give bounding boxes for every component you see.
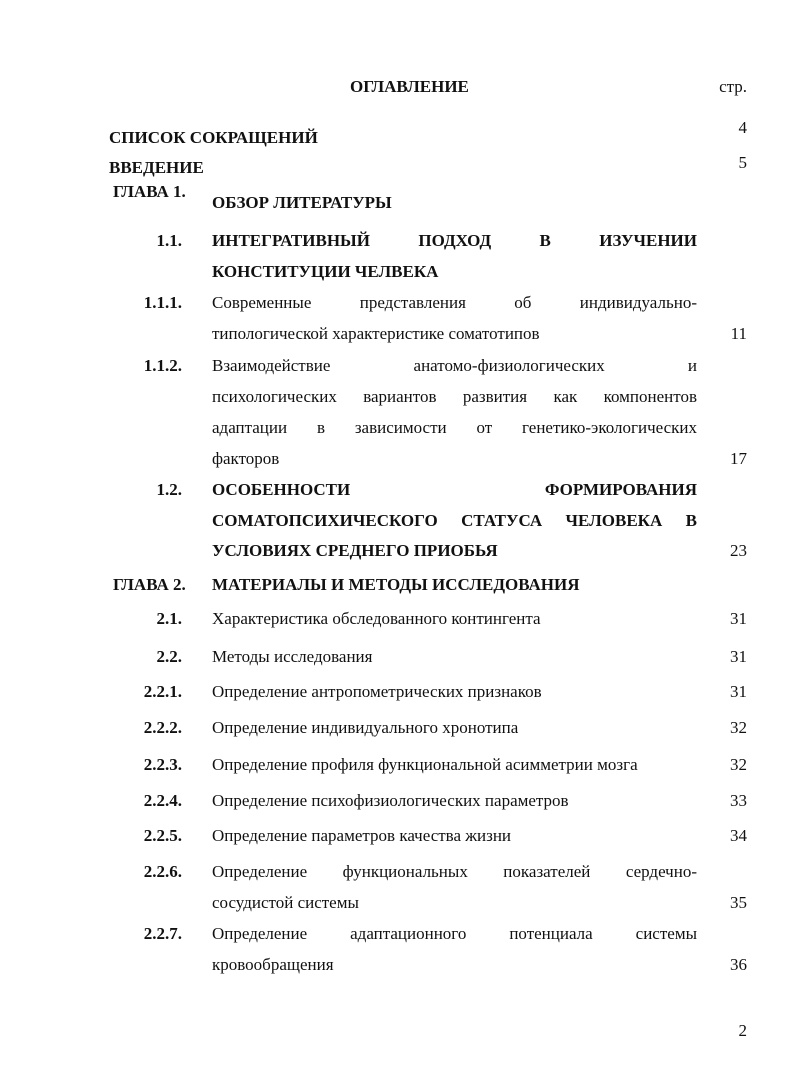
page-number: 2 bbox=[738, 1021, 747, 1040]
section-line: Определение функциональных показателей сердечно- bbox=[212, 862, 697, 881]
section-number: 2.2.1. bbox=[143, 682, 182, 701]
section-line: Определение адаптационного потенциала системы bbox=[212, 924, 697, 943]
toc-title: ОГЛАВЛЕНИЕ bbox=[350, 77, 469, 96]
section-number: 2.2.4. bbox=[143, 791, 182, 810]
section-number: 1.1.2. bbox=[143, 356, 182, 375]
entry-page: 31 bbox=[730, 682, 747, 701]
chapter-title: ОБЗОР ЛИТЕРАТУРЫ bbox=[212, 193, 392, 212]
section-line: Методы исследования bbox=[212, 647, 373, 666]
section-line: Современные представления об индивидуально- bbox=[212, 293, 697, 312]
entry-page: 31 bbox=[730, 609, 747, 628]
entry-page: 5 bbox=[738, 153, 747, 172]
section-number: 2.2.3. bbox=[143, 755, 182, 774]
section-line: ИНТЕГРАТИВНЫЙ ПОДХОД В ИЗУЧЕНИИ bbox=[212, 231, 697, 250]
chapter-title: МАТЕРИАЛЫ И МЕТОДЫ ИССЛЕДОВАНИЯ bbox=[212, 575, 580, 594]
section-line: адаптации в зависимости от генетико-экологических bbox=[212, 418, 697, 437]
section-line: Определение параметров качества жизни bbox=[212, 826, 512, 845]
section-line: Определение психофизиологических параметров bbox=[212, 791, 569, 810]
entry-page: 11 bbox=[730, 324, 747, 343]
page-column-label: стр. bbox=[719, 77, 747, 96]
section-number: 2.2.6. bbox=[143, 862, 182, 881]
entry-page: 23 bbox=[730, 541, 747, 560]
section-number: 2.2.2. bbox=[143, 718, 182, 737]
section-number: 2.2.7. bbox=[143, 924, 182, 943]
section-line: Взаимодействие анатомо-физиологических и bbox=[212, 356, 697, 375]
entry-page: 31 bbox=[730, 647, 747, 666]
entry-page: 4 bbox=[738, 118, 747, 137]
entry-page: 36 bbox=[730, 955, 747, 974]
section-line: Определение антропометрических признаков bbox=[212, 682, 542, 701]
entry-title: ВВЕДЕНИЕ bbox=[109, 158, 204, 177]
section-line: типологической характеристике соматотипов bbox=[212, 324, 540, 343]
section-line: УСЛОВИЯХ СРЕДНЕГО ПРИОБЬЯ bbox=[212, 541, 498, 560]
entry-page: 32 bbox=[730, 755, 747, 774]
section-number: 2.1. bbox=[156, 609, 182, 628]
section-line: Характеристика обследованного контингента bbox=[212, 609, 541, 628]
section-line: факторов bbox=[212, 449, 280, 468]
entry-page: 33 bbox=[730, 791, 747, 810]
entry-page: 34 bbox=[730, 826, 747, 845]
chapter-label: ГЛАВА 2. bbox=[113, 575, 186, 594]
section-line: кровообращения bbox=[212, 955, 334, 974]
section-line: Определение профиля функциональной асимметрии мозга bbox=[212, 755, 638, 774]
section-line: ОСОБЕННОСТИ ФОРМИРОВАНИЯ bbox=[212, 480, 697, 499]
section-line: сосудистой системы bbox=[212, 893, 359, 912]
entry-page: 35 bbox=[730, 893, 747, 912]
chapter-label: ГЛАВА 1. bbox=[113, 182, 186, 201]
section-number: 2.2. bbox=[156, 647, 182, 666]
section-number: 2.2.5. bbox=[143, 826, 182, 845]
entry-page: 17 bbox=[730, 449, 747, 468]
section-line: КОНСТИТУЦИИ ЧЕЛВЕКА bbox=[212, 262, 439, 281]
section-line: Определение индивидуального хронотипа bbox=[212, 718, 519, 737]
section-number: 1.2. bbox=[156, 480, 182, 499]
section-line: СОМАТОПСИХИЧЕСКОГО СТАТУСА ЧЕЛОВЕКА В bbox=[212, 511, 697, 530]
entry-page: 32 bbox=[730, 718, 747, 737]
section-line: психологических вариантов развития как компонентов bbox=[212, 387, 697, 406]
entry-title: СПИСОК СОКРАЩЕНИЙ bbox=[109, 128, 318, 147]
section-number: 1.1.1. bbox=[143, 293, 182, 312]
section-number: 1.1. bbox=[156, 231, 182, 250]
